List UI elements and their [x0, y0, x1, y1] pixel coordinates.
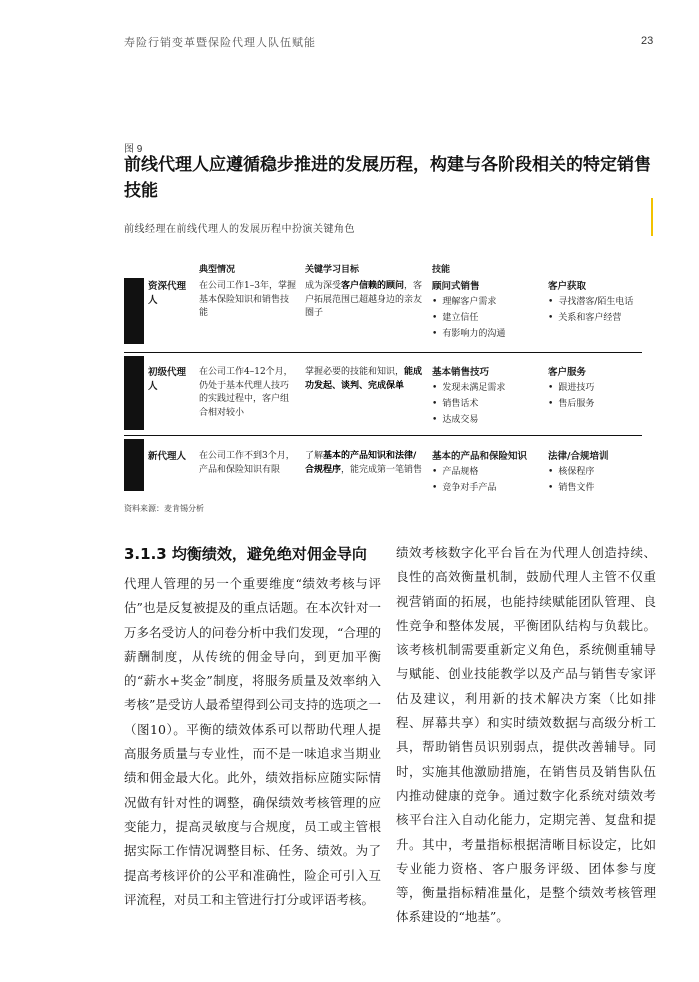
profile-senior: 在公司工作1–3年，掌握基本保险知识和销售技能	[199, 281, 296, 318]
list-item: • 销售话术	[432, 396, 540, 412]
skill-group-senior-a	[432, 280, 540, 342]
column-header-skills: 技能	[432, 265, 451, 275]
stage-label-senior: 资深代理人	[148, 281, 187, 306]
section-heading: 3.1.3 均衡绩效，避免绝对佣金导向	[124, 545, 367, 563]
list-item: • 寻找潜客/陌生电话	[548, 294, 644, 310]
figure-title: 前线代理人应遵循稳步推进的发展历程，构建与各阶段相关的特定销售技能	[124, 155, 651, 201]
column-header-learning: 关键学习目标	[305, 265, 360, 275]
accent-bar	[651, 198, 653, 236]
stage-marker-senior	[124, 278, 144, 344]
skill-group-new-b	[548, 450, 644, 496]
page-number: 23	[641, 35, 654, 47]
list-item: • 有影响力的沟通	[432, 326, 540, 342]
body-text-left: 代理人管理的另一个重要维度“绩效考核与评估”也是反复被提及的重点话题。在本次针对一万多名受访人的问卷分析中我们发现，“合理的薪酬制度，从传统的佣金导向，到更加平衡的“薪水+奖金”制度，将服务质量及效率纳入考核”是受访人最希望得到公司支持的选项之一（图10）。平衡的绩效体系可以帮助代理人提高服务质量与专业性，而不是一味追求当期业绩和佣金最大化。此外，绩效指标应随实际情况做有针对性的调整，确保绩效考核管理的应变能力，提高灵敏度与合规度，员工或主管根据实际工作情况调整目标、任务、绩效。为了提高考核评价的公平和准确性，险企可引入互评流程，对员工和主管进行打分或评语考核。	[124, 576, 381, 907]
profile-junior: 在公司工作4–12个月，仍处于基本代理人技巧的实践过程中，客户组合相对较小	[199, 367, 293, 418]
skill-title: 客户获取	[548, 281, 587, 292]
column-header-profile: 典型情况	[199, 265, 236, 275]
learning-senior: 成为深受客户信赖的顾问，客户拓展范围已超越身边的亲友圈子	[305, 281, 423, 318]
skill-group-new-a	[432, 450, 544, 496]
list-item: • 发现未满足需求	[432, 380, 540, 396]
stage-label-new: 新代理人	[148, 451, 187, 462]
stage-marker-junior	[124, 356, 144, 430]
list-item: • 关系和客户经营	[548, 310, 644, 326]
list-item: • 产品规格	[432, 464, 544, 480]
skill-group-senior-b	[548, 280, 644, 326]
learning-new: 了解基本的产品知识和法律/合规程序，能完成第一笔销售	[305, 451, 423, 475]
list-item: • 理解客户需求	[432, 294, 540, 310]
figure-source: 资料来源：麦肯锡分析	[124, 504, 204, 513]
learning-junior: 掌握必要的技能和知识，能成功发起、谈判、完成保单	[305, 367, 423, 391]
skill-title: 基本的产品和保险知识	[432, 451, 528, 462]
stage-label-junior: 初级代理人	[148, 367, 187, 392]
list-item: • 达成交易	[432, 412, 540, 428]
profile-new: 在公司工作不到3个月，产品和保险知识有限	[199, 451, 295, 475]
figure-label: 图 9	[124, 144, 143, 155]
skill-title: 顾问式销售	[432, 281, 480, 292]
list-item: • 核保程序	[548, 464, 644, 480]
list-item: • 跟进技巧	[548, 380, 644, 396]
skill-group-junior-a	[432, 366, 540, 428]
running-header: 寿险行销变革暨保险代理人队伍赋能	[124, 36, 316, 49]
skill-group-junior-b	[548, 366, 644, 412]
list-item: • 建立信任	[432, 310, 540, 326]
figure-subtitle: 前线经理在前线代理人的发展历程中扮演关键角色	[124, 224, 355, 235]
row-divider	[124, 352, 642, 353]
skill-title: 法律/合规培训	[548, 451, 609, 462]
body-text-right: 绩效考核数字化平台旨在为代理人创造持续、良性的高效衡量机制，鼓励代理人主管不仅重视营销面的拓展，也能持续赋能团队管理、良性竞争和整体发展，平衡团队结构与负载比。该考核机制需要重新定义角色，系统侧重辅导与赋能、创业技能教学以及产品与销售专家评估及建议，利用新的技术解决方案（比如排程、屏幕共享）和实时绩效数据与高级分析工具，帮助销售员识别弱点，提供改善辅导。同时，实施其他激励措施，在销售员及销售队伍内推动健康的竞争。通过数字化系统对绩效考核平台注入自动化能力，定期完善、复盘和提升。其中，考量指标根据清晰目标设定，比如专业能力资格、客户服务评级、团体参与度等，衡量指标精准量化，是整个绩效考核管理体系建设的“地基”。	[396, 545, 656, 925]
list-item: • 售后服务	[548, 396, 644, 412]
skill-title: 基本销售技巧	[432, 367, 490, 378]
skill-title: 客户服务	[548, 367, 587, 378]
stage-marker-new	[124, 439, 144, 491]
list-item: • 竞争对手产品	[432, 480, 544, 496]
list-item: • 销售文件	[548, 480, 644, 496]
row-divider	[124, 435, 642, 436]
